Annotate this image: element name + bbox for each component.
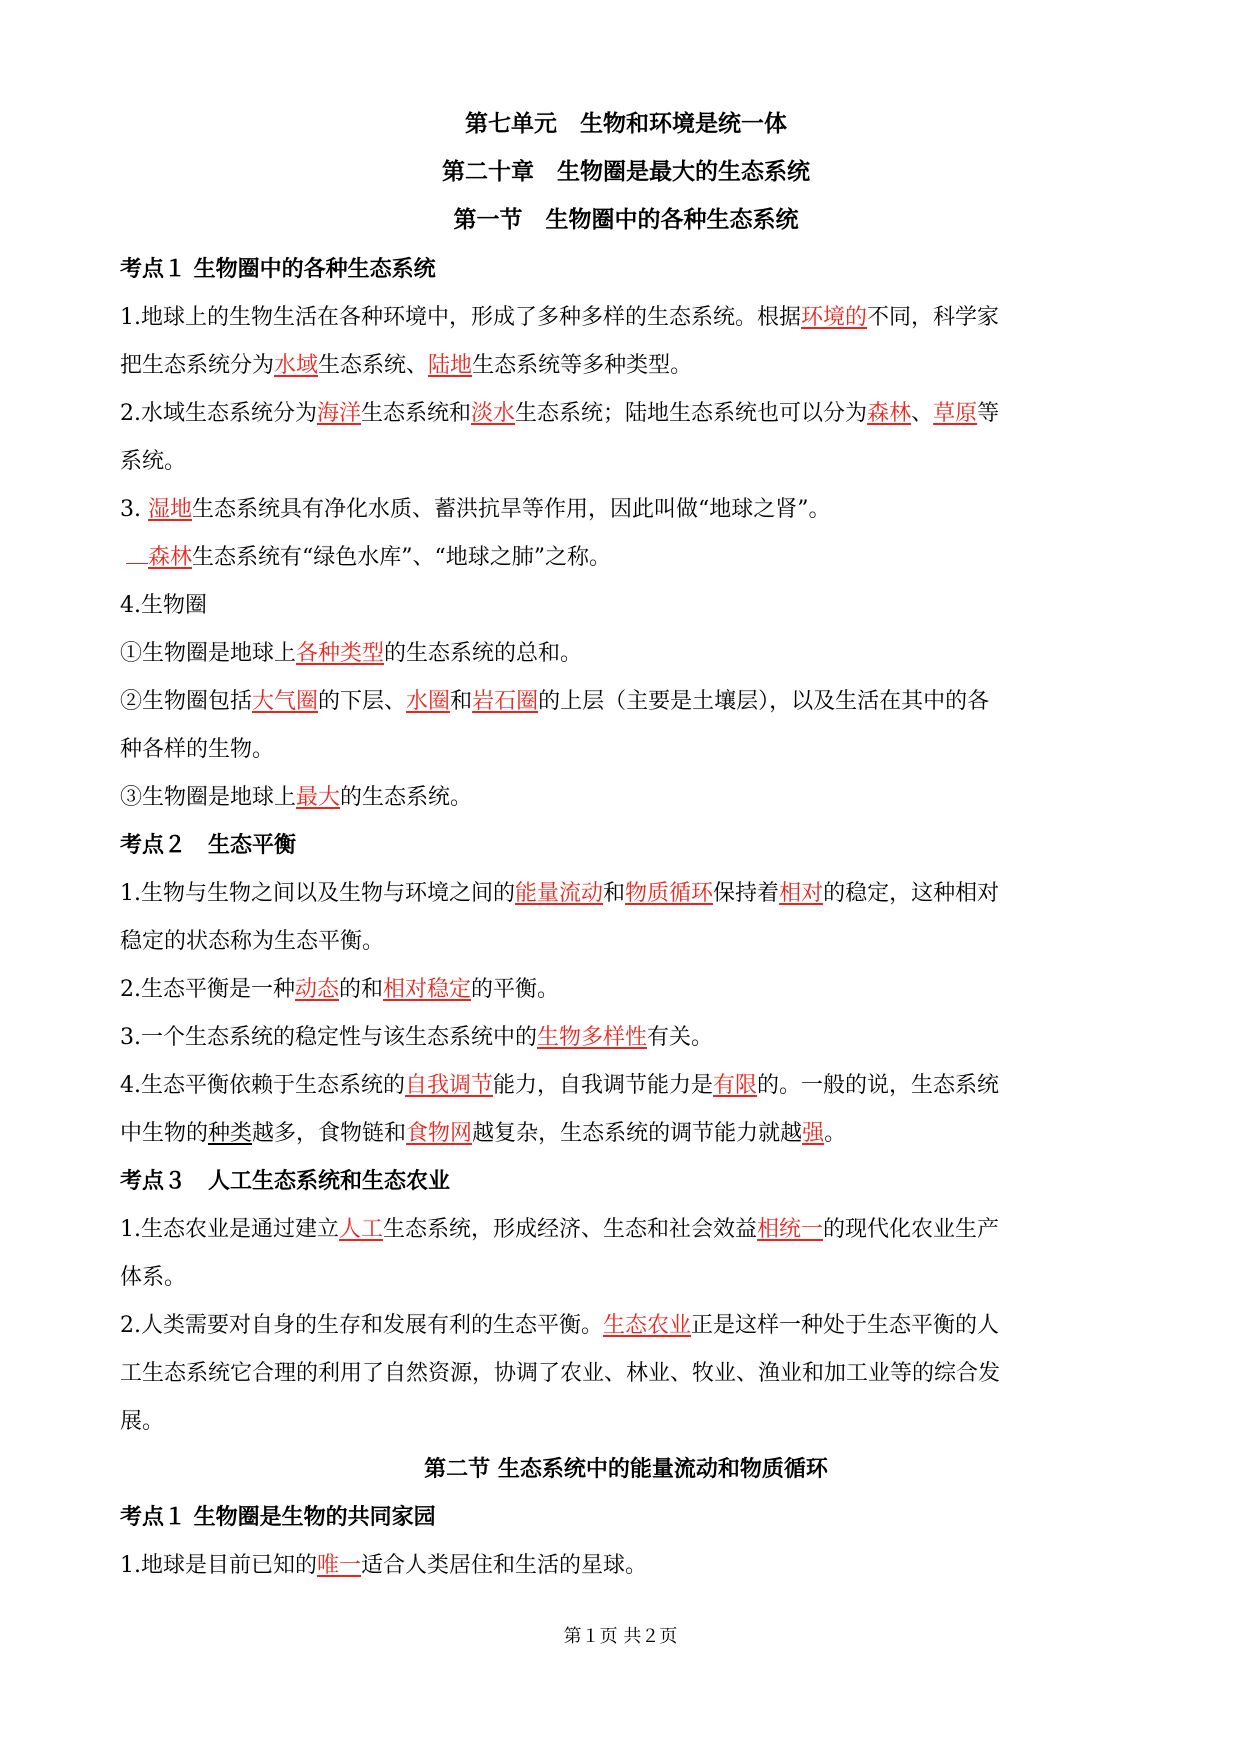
paragraph: 1.生物与生物之间以及生物与环境之间的能量流动和物质循环保持着相对的稳定，这种相对 xyxy=(120,881,1000,906)
section-title: 第二节 生态系统中的能量流动和物质循环 xyxy=(424,1457,828,1482)
paragraph: 4.生物圈 xyxy=(120,593,207,618)
answer-blank: 水域 xyxy=(274,353,319,378)
answer-blank: 森林 xyxy=(867,401,912,426)
answer-blank: 强 xyxy=(802,1121,825,1146)
paragraph: 体系。 xyxy=(120,1265,187,1290)
answer-blank: 物质循环 xyxy=(625,881,714,906)
key-point-heading: 考点３ 人工生态系统和生态农业 xyxy=(120,1169,451,1194)
paragraph: 2.人类需要对自身的生存和发展有利的生态平衡。生态农业正是这样一种处于生态平衡的人 xyxy=(120,1313,1000,1338)
paragraph: 森林生态系统有“绿色水库”、“地球之肺”之称。 xyxy=(120,534,1132,582)
paragraph: 2.水域生态系统分为海洋生态系统和淡水生态系统；陆地生态系统也可以分为森林、草原等 xyxy=(120,401,1000,426)
answer-blank: 动态 xyxy=(295,977,340,1002)
answer-blank: 唯一 xyxy=(317,1553,362,1578)
section-title: 第一节 生物圈中的各种生态系统 xyxy=(453,207,799,233)
answer-blank: 相对 xyxy=(779,881,824,906)
key-point-heading: 考点１ 生物圈中的各种生态系统 xyxy=(120,257,436,282)
key-point-heading: 考点１ 生物圈是生物的共同家园 xyxy=(120,1505,436,1530)
paragraph: 2.生态平衡是一种动态的和相对稳定的平衡。 xyxy=(120,977,560,1002)
underline-blank xyxy=(126,545,148,564)
paragraph: 把生态系统分为水域生态系统、陆地生态系统等多种类型。 xyxy=(120,353,693,378)
answer-blank: 森林 xyxy=(148,545,193,570)
paragraph: 展。 xyxy=(120,1409,165,1434)
paragraph: 1.生态农业是通过建立人工生态系统，形成经济、生态和社会效益相统一的现代化农业生产 xyxy=(120,1217,1000,1242)
paragraph: 稳定的状态称为生态平衡。 xyxy=(120,929,385,954)
answer-blank: 海洋 xyxy=(317,401,362,426)
answer-blank: 有限 xyxy=(713,1073,758,1098)
answer-blank: 能量流动 xyxy=(515,881,604,906)
paragraph: 系统。 xyxy=(120,449,187,474)
answer-blank: 湿地 xyxy=(147,497,192,522)
paragraph: 4.生态平衡依赖于生态系统的自我调节能力，自我调节能力是有限的。一般的说，生态系统 xyxy=(120,1073,1000,1098)
paragraph: 1.地球是目前已知的唯一适合人类居住和生活的星球。 xyxy=(120,1553,648,1578)
answer-blank: 草原 xyxy=(933,401,978,426)
answer-blank: 陆地 xyxy=(428,353,473,378)
document-page xyxy=(120,110,1132,1590)
answer-blank: 最大 xyxy=(296,785,341,810)
answer-blank: 食物网 xyxy=(406,1121,473,1146)
paragraph: ①生物圈是地球上各种类型的生态系统的总和。 xyxy=(120,641,583,666)
answer-blank: 生物多样性 xyxy=(537,1025,648,1050)
answer-blank: 各种类型 xyxy=(296,641,385,666)
paragraph: 3. 湿地生态系统具有净化水质、蓄洪抗旱等作用，因此叫做“地球之肾”。 xyxy=(120,497,831,522)
answer-blank: 淡水 xyxy=(471,401,516,426)
answer-blank: 水圈 xyxy=(406,689,451,714)
answer-blank: 相统一 xyxy=(757,1217,824,1242)
answer-blank: 环境的 xyxy=(801,305,868,330)
paragraph: ②生物圈包括大气圈的下层、水圈和岩石圈的上层（主要是土壤层），以及生活在其中的各 xyxy=(120,689,990,714)
paragraph: 1.地球上的生物生活在各种环境中，形成了多种多样的生态系统。根据环境的不同，科学家 xyxy=(120,305,1000,330)
paragraph: 中生物的种类越多，食物链和食物网越复杂，生态系统的调节能力就越强。 xyxy=(120,1121,847,1146)
key-point-heading: 考点２ 生态平衡 xyxy=(120,833,297,858)
answer-blank: 岩石圈 xyxy=(472,689,539,714)
unit-title: 第七单元 生物和环境是统一体 xyxy=(465,111,787,137)
paragraph: 种各样的生物。 xyxy=(120,737,275,762)
page-footer: 第１页 共２页 xyxy=(563,1626,678,1647)
paragraph: 3.一个生态系统的稳定性与该生态系统中的生物多样性有关。 xyxy=(120,1025,714,1050)
underlined-term: 种类 xyxy=(208,1121,253,1146)
answer-blank: 自我调节 xyxy=(405,1073,494,1098)
answer-blank: 大气圈 xyxy=(252,689,319,714)
answer-blank: 相对稳定 xyxy=(383,977,472,1002)
paragraph: ③生物圈是地球上最大的生态系统。 xyxy=(120,785,473,810)
paragraph: 工生态系统它合理的利用了自然资源，协调了农业、林业、牧业、渔业和加工业等的综合发 xyxy=(120,1361,1001,1386)
answer-blank: 生态农业 xyxy=(603,1313,692,1338)
chapter-title: 第二十章 生物圈是最大的生态系统 xyxy=(442,159,810,185)
answer-blank: 人工 xyxy=(339,1217,384,1242)
